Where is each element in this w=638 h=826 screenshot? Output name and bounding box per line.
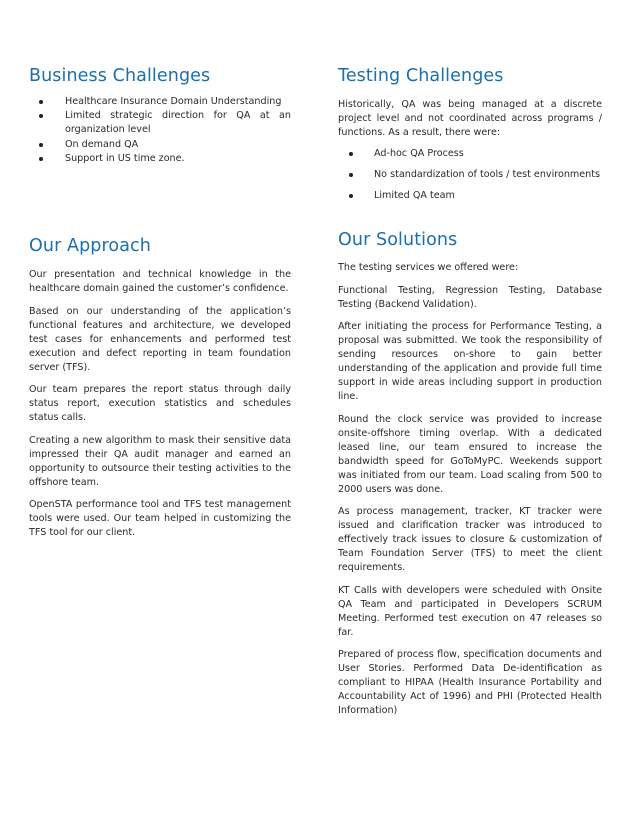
- list-item: Healthcare Insurance Domain Understanding: [29, 95, 291, 109]
- approach-paragraph: Based on our understanding of the application’s functional features and architecture, we developed test cases for enhancements and performed test execution and defect reporting in team foundation server (TFS).: [29, 305, 291, 373]
- testing-challenges-heading: Testing Challenges: [338, 66, 504, 86]
- testing-challenges-list: [338, 145, 602, 204]
- approach-paragraph: Our team prepares the report status through daily status report, execution statistics and schedules status calls.: [29, 384, 291, 423]
- list-item: Support in US time zone.: [29, 152, 291, 166]
- list-item: Limited strategic direction for QA at an organization level: [29, 109, 291, 137]
- bullet-icon: [349, 152, 353, 156]
- solutions-paragraph: As process management, tracker, KT tracker were issued and clarification tracker was introduced to effectively track issues to closure & customization of Team Foundation Server (TFS) to meet the client requirements.: [338, 506, 602, 573]
- list-item: No standardization of tools / test environments: [338, 166, 602, 183]
- testing-challenges-intro: Historically, QA was being managed at a discrete project level and not coordinated across programs / functions. As a result, there were:: [338, 99, 602, 138]
- approach-paragraph: Creating a new algorithm to mask their sensitive data impressed their QA audit manager and earned an opportunity to outsource their testing activities to the offshore team.: [29, 434, 291, 488]
- our-approach-section: [29, 236, 291, 549]
- list-item: Limited QA team: [338, 187, 602, 204]
- bullet-icon: [39, 100, 43, 104]
- solutions-paragraph: Round the clock service was provided to increase onsite-offshore timing overlap. With a dedicated leased line, our team ensured to increase the bandwidth speed for GoToMyPC. Weekends support was initiated from our team. Load scaling from 500 to 2000 users was done.: [338, 413, 602, 495]
- solutions-paragraph: KT Calls with developers were scheduled with Onsite QA Team and participated in Developers SCRUM Meeting. Performed test execution on 47 releases so far.: [338, 584, 602, 638]
- solutions-paragraph: Prepared of process flow, specification documents and User Stories. Performed Data De-identification as compliant to HIPAA (Health Insurance Portability and Accountability Act of 1996) and PHI (Protected Health Information): [338, 649, 602, 716]
- solutions-paragraph: Functional Testing, Regression Testing, Database Testing (Backend Validation).: [338, 284, 602, 310]
- solutions-paragraph: The testing services we offered were:: [338, 262, 519, 273]
- our-solutions-heading: Our Solutions: [338, 230, 458, 250]
- solutions-paragraph: After initiating the process for Performance Testing, a proposal was submitted. We took the responsibility of sending resources on-shore to gain better understanding of the application and provide full time support in wide areas including support in production line.: [338, 321, 602, 402]
- approach-paragraph: OpenSTA performance tool and TFS test management tools were used. Our team helped in customizing the TFS tool for our client.: [29, 499, 291, 538]
- bullet-icon: [39, 157, 43, 161]
- bullet-icon: [349, 194, 353, 198]
- our-approach-heading: Our Approach: [29, 236, 151, 256]
- approach-paragraph: Our presentation and technical knowledge in the healthcare domain gained the customer’s confidence.: [29, 269, 291, 294]
- bullet-icon: [349, 173, 353, 177]
- testing-challenges-section: [338, 66, 602, 208]
- bullet-icon: [39, 114, 43, 118]
- our-solutions-section: [338, 230, 602, 727]
- business-challenges-list: [29, 95, 291, 166]
- list-item: On demand QA: [29, 138, 291, 152]
- bullet-icon: [39, 143, 43, 147]
- business-challenges-heading: Business Challenges: [29, 66, 211, 86]
- list-item: Ad-hoc QA Process: [338, 145, 602, 162]
- business-challenges-section: [29, 66, 291, 166]
